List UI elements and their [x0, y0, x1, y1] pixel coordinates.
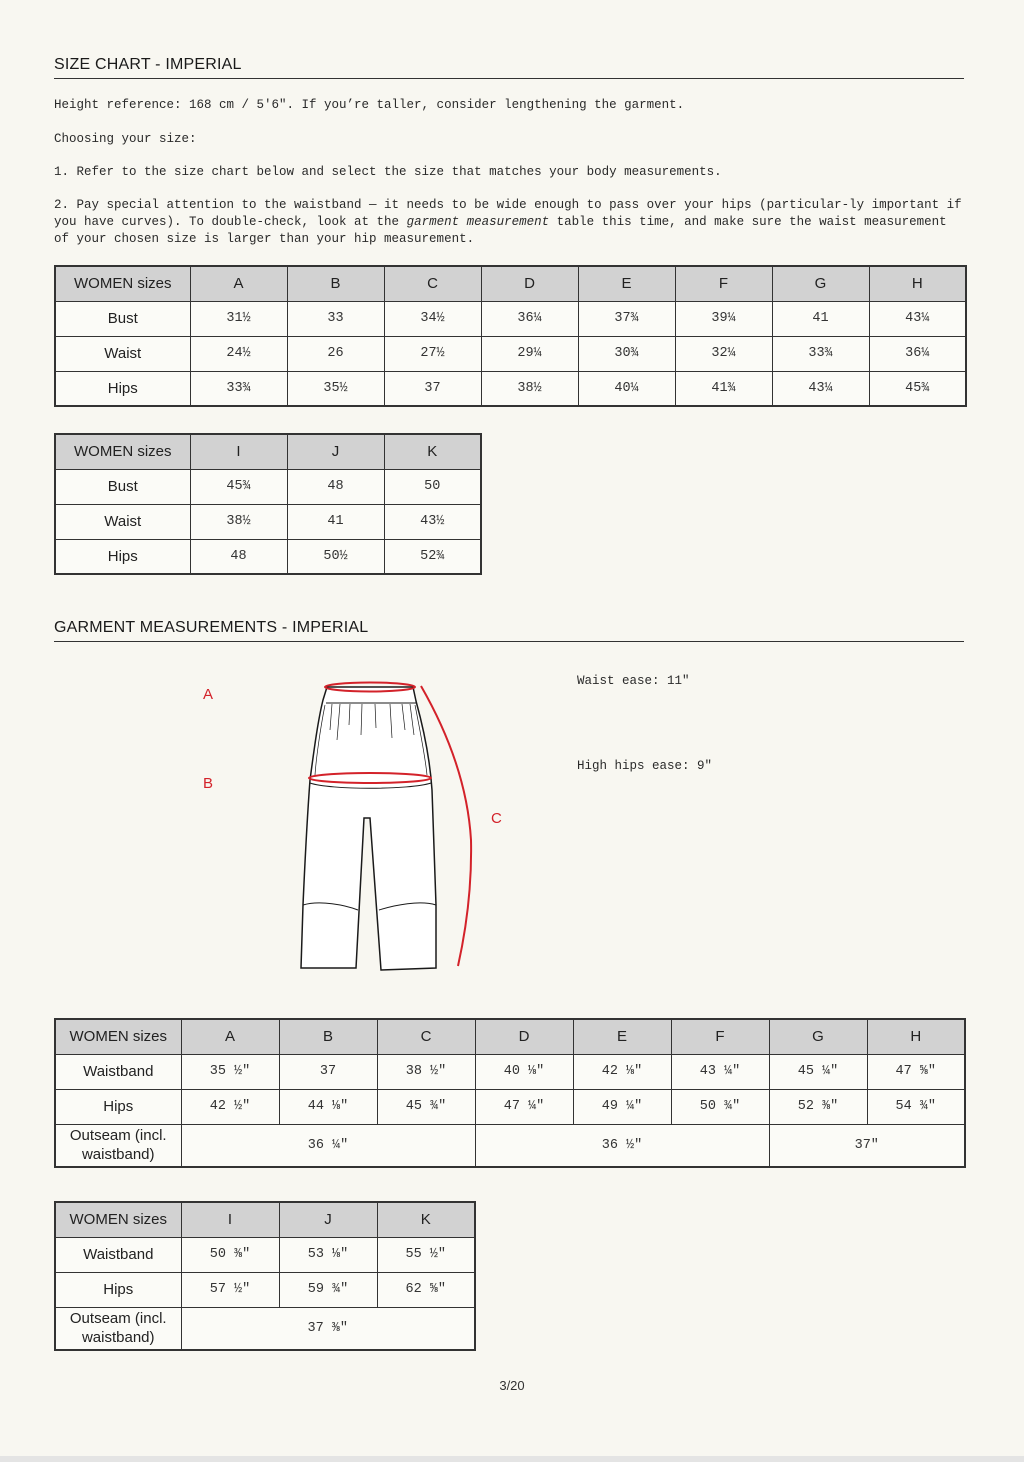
women-sizes-header: WOMEN sizes [55, 266, 190, 301]
table-cell: 45¾ [190, 469, 287, 504]
size-header: A [181, 1019, 279, 1054]
row-label: Waistband [55, 1237, 181, 1272]
table-cell: 33¾ [772, 336, 869, 371]
table-row-outseam [55, 1124, 965, 1167]
table-cell: 59 ¾″ [279, 1272, 377, 1307]
body-size-table-1 [54, 265, 967, 407]
choosing-size-text: Choosing your size: [54, 132, 197, 146]
table-cell: 41 [287, 504, 384, 539]
table-cell: 35 ½″ [181, 1054, 279, 1089]
height-reference-text: Height reference: 168 cm / 5'6". If you’re taller, consider lengthening the garment. [54, 98, 685, 112]
row-label: Hips [55, 371, 190, 406]
row-label: Waistband [55, 1054, 181, 1089]
table-cell: 36 ½″ [475, 1124, 769, 1167]
garment-table-2 [54, 1201, 476, 1351]
row-label: Hips [55, 1089, 181, 1124]
waist-ease-note: Waist ease: 11" [577, 674, 690, 688]
row-label: Waist [55, 336, 190, 371]
table-cell: 36¼ [481, 301, 578, 336]
table-row-bust [55, 469, 481, 504]
table-cell: 30¾ [578, 336, 675, 371]
table-header-row [55, 1019, 965, 1054]
table-cell: 32¼ [675, 336, 772, 371]
row-label: Outseam (incl. waistband) [55, 1124, 181, 1167]
table-cell: 50 ⅜″ [181, 1237, 279, 1272]
step-2-emphasis: garment measurement [406, 215, 550, 229]
table-cell: 38½ [190, 504, 287, 539]
table-cell: 54 ¾″ [867, 1089, 965, 1124]
table-header-row [55, 434, 481, 469]
table-cell: 43½ [384, 504, 481, 539]
table-cell: 55 ½″ [377, 1237, 475, 1272]
row-label: Hips [55, 539, 190, 574]
table-cell: 50½ [287, 539, 384, 574]
table-row-hips [55, 1089, 965, 1124]
table-cell: 49 ¼″ [573, 1089, 671, 1124]
table-cell: 47 ¼″ [475, 1089, 573, 1124]
row-label: Bust [55, 301, 190, 336]
size-header: G [769, 1019, 867, 1054]
table-cell: 37″ [769, 1124, 965, 1167]
trousers-illustration [290, 675, 480, 980]
table-cell: 45¾ [869, 371, 966, 406]
table-cell: 35½ [287, 371, 384, 406]
size-header: J [279, 1202, 377, 1237]
table-row-bust [55, 301, 966, 336]
table-cell: 31½ [190, 301, 287, 336]
table-cell: 57 ½″ [181, 1272, 279, 1307]
table-cell: 45 ¾″ [377, 1089, 475, 1124]
table-cell: 53 ⅛″ [279, 1237, 377, 1272]
size-header: K [377, 1202, 475, 1237]
garment-measurements-heading: GARMENT MEASUREMENTS - IMPERIAL [54, 619, 964, 642]
table-cell: 29¼ [481, 336, 578, 371]
table-cell: 48 [190, 539, 287, 574]
table-cell: 37 ⅜″ [181, 1307, 475, 1350]
step-2-post: table this time, and make sure the waist measurement of your chosen size is larger than your hip measurement. [54, 215, 947, 246]
table-cell: 27½ [384, 336, 481, 371]
size-header: E [573, 1019, 671, 1054]
size-header: B [287, 266, 384, 301]
table-cell: 45 ¼″ [769, 1054, 867, 1089]
bottom-bar [0, 1456, 1024, 1462]
table-row-outseam [55, 1307, 475, 1350]
table-cell: 41¾ [675, 371, 772, 406]
table-cell: 47 ⅝″ [867, 1054, 965, 1089]
table-cell: 26 [287, 336, 384, 371]
size-header: D [481, 266, 578, 301]
table-cell: 50 ¾″ [671, 1089, 769, 1124]
table-cell: 33 [287, 301, 384, 336]
table-header-row [55, 266, 966, 301]
hips-ease-note: High hips ease: 9" [577, 759, 713, 773]
row-label: Bust [55, 469, 190, 504]
step-1-text: 1. Refer to the size chart below and select the size that matches your body measurements. [54, 165, 722, 179]
size-header: G [772, 266, 869, 301]
table-cell: 62 ⅝″ [377, 1272, 475, 1307]
table-cell: 52 ⅜″ [769, 1089, 867, 1124]
page-number: 3/20 [499, 1378, 525, 1393]
table-row-waist [55, 504, 481, 539]
table-row-waist [55, 336, 966, 371]
step-2-text [54, 197, 966, 248]
row-label: Waist [55, 504, 190, 539]
measure-label-a: A [203, 686, 214, 703]
table-row-hips [55, 1272, 475, 1307]
size-header: F [675, 266, 772, 301]
table-cell: 38½ [481, 371, 578, 406]
table-cell: 37 [384, 371, 481, 406]
table-cell: 37¾ [578, 301, 675, 336]
size-header: E [578, 266, 675, 301]
garment-table-1 [54, 1018, 966, 1168]
table-cell: 24½ [190, 336, 287, 371]
table-cell: 33¾ [190, 371, 287, 406]
table-row-hips [55, 371, 966, 406]
table-cell: 43¼ [772, 371, 869, 406]
body-size-table-2 [54, 433, 482, 575]
size-header: B [279, 1019, 377, 1054]
step-2-pre: 2. Pay special attention to the waistband — it needs to be wide enough to pass over your hips (particular-ly important if you have curves). To double-check, look at the [54, 198, 962, 229]
measure-label-b: B [203, 775, 214, 792]
row-label: Outseam (incl. waistband) [55, 1307, 181, 1350]
size-chart-heading: SIZE CHART - IMPERIAL [54, 56, 964, 79]
size-header: C [377, 1019, 475, 1054]
table-cell: 34½ [384, 301, 481, 336]
table-row-hips [55, 539, 481, 574]
size-header: J [287, 434, 384, 469]
table-row-waistband [55, 1054, 965, 1089]
size-header: H [869, 266, 966, 301]
table-header-row [55, 1202, 475, 1237]
size-header: C [384, 266, 481, 301]
table-cell: 40¼ [578, 371, 675, 406]
table-cell: 41 [772, 301, 869, 336]
table-cell: 38 ½″ [377, 1054, 475, 1089]
table-cell: 40 ⅛″ [475, 1054, 573, 1089]
row-label: Hips [55, 1272, 181, 1307]
table-cell: 42 ½″ [181, 1089, 279, 1124]
table-cell: 37 [279, 1054, 377, 1089]
table-cell: 39¼ [675, 301, 772, 336]
table-cell: 52¾ [384, 539, 481, 574]
women-sizes-header: WOMEN sizes [55, 434, 190, 469]
table-cell: 48 [287, 469, 384, 504]
table-cell: 50 [384, 469, 481, 504]
table-cell: 36 ¼″ [181, 1124, 475, 1167]
table-row-waistband [55, 1237, 475, 1272]
women-sizes-header: WOMEN sizes [55, 1202, 181, 1237]
size-header: H [867, 1019, 965, 1054]
size-header: I [190, 434, 287, 469]
size-header: I [181, 1202, 279, 1237]
table-cell: 44 ⅛″ [279, 1089, 377, 1124]
table-cell: 43¼ [869, 301, 966, 336]
table-cell: 42 ⅛″ [573, 1054, 671, 1089]
table-cell: 43 ¼″ [671, 1054, 769, 1089]
size-header: K [384, 434, 481, 469]
size-header: A [190, 266, 287, 301]
measure-label-c: C [491, 810, 502, 827]
size-header: D [475, 1019, 573, 1054]
size-header: F [671, 1019, 769, 1054]
women-sizes-header: WOMEN sizes [55, 1019, 181, 1054]
table-cell: 36¼ [869, 336, 966, 371]
